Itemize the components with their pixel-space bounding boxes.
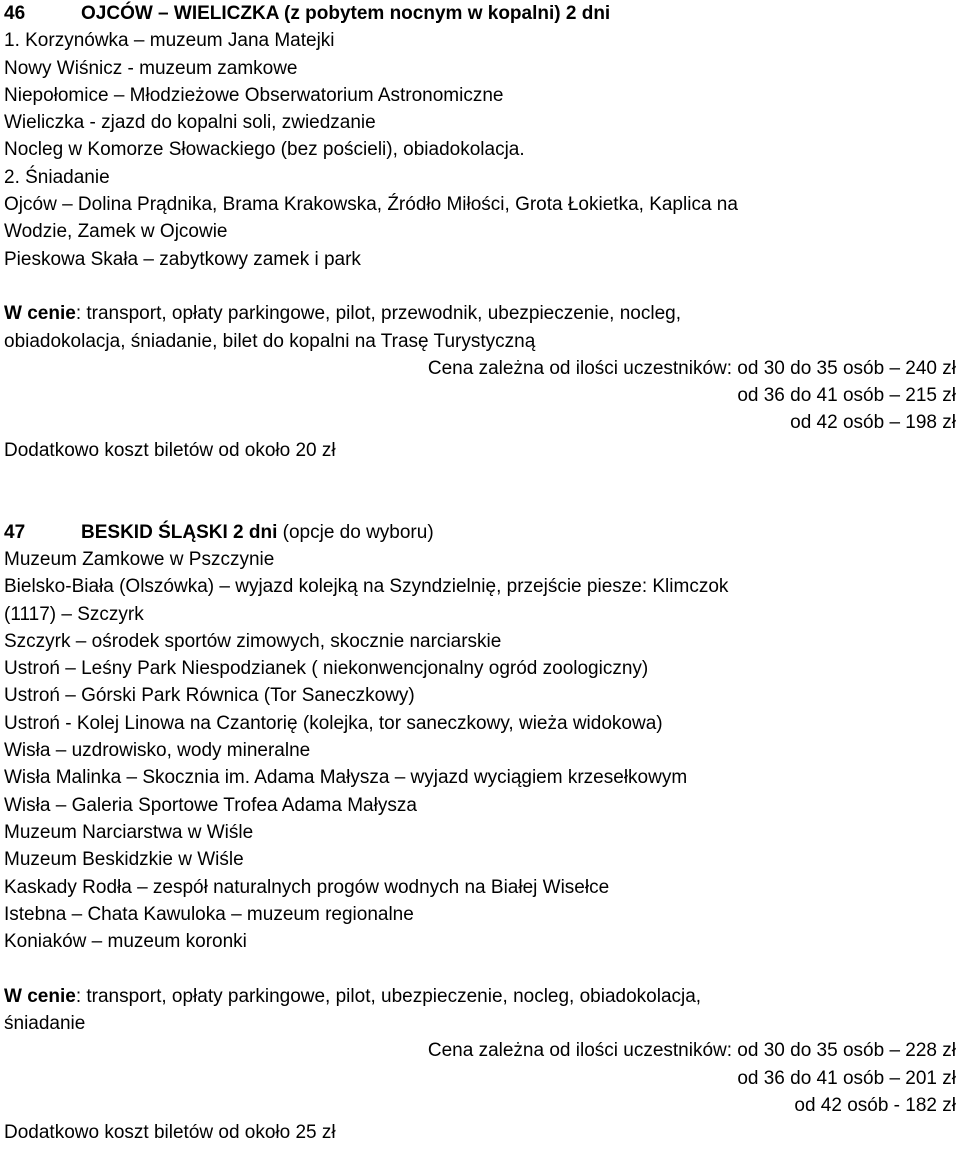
offer-47-line: Wisła – Galeria Sportowe Trofea Adama Małysza [4,794,417,816]
offer-46-number: 46 [4,3,26,24]
included-label: W cenie [4,985,76,1007]
offer-47-line: Ustroń - Kolej Linowa na Czantorię (kolejka, tor saneczkowy, wieża widokowa) [4,712,663,734]
offer-47-title: BESKID ŚLĄSKI 2 dni [81,521,278,543]
offer-47-included [4,983,956,1010]
offer-46-included-cont: obiadokolacja, śniadanie, bilet do kopalni na Trasę Turystyczną [4,330,536,352]
offer-47-line: Bielsko-Biała (Olszówka) – wyjazd kolejką na Szyndzielnię, przejście piesze: Klimczok [4,576,729,598]
offer-47-line: Wisła – uzdrowisko, wody mineralne [4,740,311,762]
offer-47-line: Muzeum Beskidzkie w Wiśle [4,849,244,871]
offer-47-included-cont: śniadanie [4,1012,86,1034]
offer-47-line: Kaskady Rodła – zespół naturalnych progów wodnych na Białej Wisełce [4,876,610,898]
offer-46-line: Pieskowa Skała – zabytkowy zamek i park [4,248,361,270]
offer-47-price: od 42 osób - 182 zł [794,1094,956,1116]
offer-46-price: Cena zależna od ilości uczestników: od 30 do 35 osób – 240 zł [427,357,956,379]
offer-46-extra: Dodatkowo koszt biletów od około 20 zł [4,439,336,461]
offer-46-heading [4,0,956,27]
offer-47-line: (1117) – Szczyrk [4,603,144,625]
offer-46-line: Nowy Wiśnicz - muzeum zamkowe [4,57,298,79]
offer-47-line: Ustroń – Leśny Park Niespodzianek ( niekonwencjonalny ogród zoologiczny) [4,658,649,680]
offer-47-line: Wisła Malinka – Skocznia im. Adama Małysza – wyjazd wyciągiem krzesełkowym [4,767,688,789]
offer-46-line: 2. Śniadanie [4,166,110,188]
offer-47-line: Koniaków – muzeum koronki [4,931,247,953]
spacer [4,464,956,519]
offer-46-line: 1. Korzynówka – muzeum Jana Matejki [4,30,335,52]
offer-47-line: Istebna – Chata Kawuloka – muzeum regionalne [4,903,414,925]
offer-47-line: Muzeum Narciarstwa w Wiśle [4,821,254,843]
offer-46-line: Niepołomice – Młodzieżowe Obserwatorium Astronomiczne [4,84,504,106]
offer-47-price: Cena zależna od ilości uczestników: od 30 do 35 osób – 228 zł [427,1040,956,1062]
document-page [4,0,956,1146]
offer-47-title-suffix: (opcje do wyboru) [277,521,434,543]
offer-46-title: OJCÓW – WIELICZKA (z pobytem nocnym w kopalni) 2 dni [81,3,611,24]
offer-47-extra: Dodatkowo koszt biletów od około 25 zł [4,1122,336,1144]
offer-46-line: Ojców – Dolina Prądnika, Brama Krakowska, Źródło Miłości, Grota Łokietka, Kaplica na [4,194,738,216]
offer-46-price: od 42 osób – 198 zł [790,412,956,434]
offer-47-line: Muzeum Zamkowe w Pszczynie [4,548,275,570]
offer-46-line: Nocleg w Komorze Słowackiego (bez pościeli), obiadokolacja. [4,139,525,161]
spacer [4,273,956,300]
spacer [4,955,956,982]
offer-47-heading [4,519,956,546]
offer-46-line: Wieliczka - zjazd do kopalni soli, zwiedzanie [4,112,376,134]
offer-47-line: Szczyrk – ośrodek sportów zimowych, skocznie narciarskie [4,630,502,652]
offer-47-price: od 36 do 41 osób – 201 zł [737,1067,956,1089]
offer-46-price: od 36 do 41 osób – 215 zł [737,385,956,407]
offer-47-number: 47 [4,521,26,543]
offer-46-included [4,300,956,327]
offer-46-line: Wodzie, Zamek w Ojcowie [4,221,228,243]
included-text: : transport, opłaty parkingowe, pilot, przewodnik, ubezpieczenie, nocleg, [75,303,681,325]
included-label: W cenie [4,303,76,325]
included-text: : transport, opłaty parkingowe, pilot, ubezpieczenie, nocleg, obiadokolacja, [75,985,702,1007]
offer-47-line: Ustroń – Górski Park Równica (Tor Saneczkowy) [4,685,415,707]
